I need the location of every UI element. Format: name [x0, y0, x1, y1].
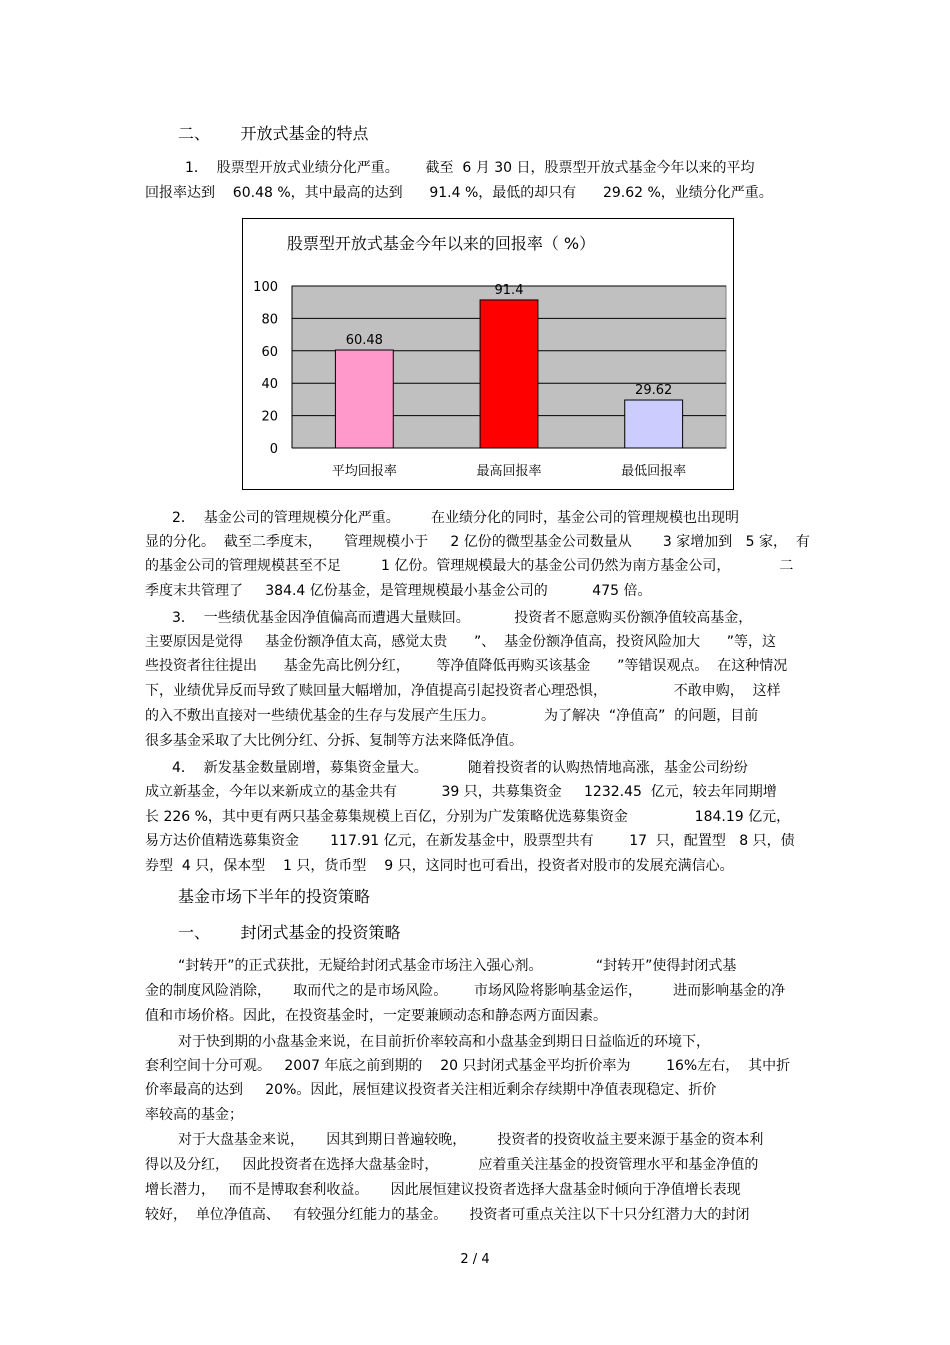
- heading-strategy: 基金市场下半年的投资策略: [178, 887, 371, 906]
- paragraph-5-line: 值和市场价格。因此，在投资基金时，一定要兼顾动态和静态两方面因素。: [145, 1008, 607, 1024]
- paragraph-6-line: 价率最高的达到 20%。因此，展恒建议投资者关注相近剩余存续期中净值表现稳定、折价: [145, 1082, 717, 1098]
- paragraph-3-line: 些投资者往往提出 基金先高比例分红， 等净值降低再购买该基金 ”等错误观点。 在这种情况: [145, 658, 788, 674]
- paragraph-2-line: 显的分化。 截至二季度末， 管理规模小于 2 亿份的微型基金公司数量从 3 家增加到 5 家， 有: [145, 534, 810, 550]
- paragraph-5-line: “封转开”的正式获批，无疑给封闭式基金市场注入强心剂。 “封转开”使得封闭式基: [178, 958, 737, 974]
- y-tick-label: 20: [261, 409, 278, 425]
- data-label: 60.48: [345, 333, 383, 349]
- paragraph-3-line: 很多基金采取了大比例分红、分拆、复制等方法来降低净值。: [145, 733, 523, 749]
- paragraph-2-line: 的基金公司的管理规模甚至不足 1 亿份。管理规模最大的基金公司仍然为南方基金公司， 二: [145, 558, 794, 574]
- section-heading-features: 二、 开放式基金的特点: [178, 124, 369, 143]
- paragraph-6-line: 套利空间十分可观。 2007 年底之前到期的 20 只封闭式基金平均折价率为 16%左右， 其中折: [145, 1058, 791, 1074]
- bar: [625, 400, 683, 448]
- paragraph-1-line: 回报率达到 60.48 %，其中最高的达到 91.4 %，最低的却只有 29.62 %，业绩分化严重。: [145, 185, 773, 201]
- data-label: 29.62: [635, 383, 673, 399]
- paragraph-4-line: 4． 新发基金数量剧增，募集资金量大。 随着投资者的认购热情地高涨，基金公司纷纷: [172, 760, 748, 776]
- paragraph-3-line: 的入不敷出直接对一些绩优基金的生存与发展产生压力。 为了解决 “净值高” 的问题，目前: [145, 708, 759, 724]
- paragraph-7-line: 较好， 单位净值高、 有较强分红能力的基金。 投资者可重点关注以下十只分红潜力大的封闭: [145, 1207, 750, 1223]
- y-tick-label: 60: [261, 344, 278, 360]
- chart-title: 股票型开放式基金今年以来的回报率（ %）: [286, 234, 596, 253]
- returns-chart-frame: [242, 218, 734, 490]
- paragraph-6-line: 率较高的基金；: [145, 1107, 243, 1123]
- y-tick-label: 100: [253, 280, 278, 295]
- paragraph-3-line: 3． 一些绩优基金因净值偏高而遭遇大量赎回。 投资者不愿意购买份额净值较高基金，: [172, 610, 753, 626]
- paragraph-7-line: 得以及分红， 因此投资者在选择大盘基金时， 应着重关注基金的投资管理水平和基金净值的: [145, 1157, 759, 1173]
- x-tick-label: 最低回报率: [621, 464, 687, 479]
- paragraph-7-line: 增长潜力， 而不是博取套利收益。 因此展恒建议投资者选择大盘基金时倾向于净值增长表现: [145, 1182, 741, 1198]
- paragraph-4-line: 易方达价值精选募集资金 117.91 亿元，在新发基金中，股票型共有 17 只，配置型 8 只，债: [145, 833, 795, 849]
- bar: [335, 350, 393, 448]
- paragraph-4-line: 成立新基金，今年以来新成立的基金共有 39 只，共募集资金 1232.45 亿元，较去年同期增: [145, 784, 777, 800]
- y-tick-label: 40: [261, 377, 278, 393]
- x-tick-label: 最高回报率: [476, 464, 542, 479]
- paragraph-2-line: 2． 基金公司的管理规模分化严重。 在业绩分化的同时，基金公司的管理规模也出现明: [172, 510, 739, 526]
- paragraph-4-line: 券型 4 只，保本型 1 只，货币型 9 只，这同时也可看出，投资者对股市的发展充满信心。: [145, 858, 734, 874]
- paragraph-2-line: 季度末共管理了 384.4 亿份基金，是管理规模最小基金公司的 475 倍。: [145, 583, 652, 599]
- heading-closed-end-strategy: 一、 封闭式基金的投资策略: [178, 923, 401, 942]
- paragraph-6-line: 对于快到期的小盘基金来说，在目前折价率较高和小盘基金到期日日益临近的环境下，: [178, 1034, 710, 1050]
- paragraph-1-line: 1． 股票型开放式业绩分化严重。 截至 6 月 30 日，股票型开放式基金今年以来的平均: [185, 160, 755, 176]
- paragraph-3-line: 主要原因是觉得 基金份额净值太高，感觉太贵 ”、 基金份额净值高，投资风险加大 ”等，这: [145, 634, 777, 650]
- paragraph-4-line: 长 226 %，其中更有两只基金募集规模上百亿，分别为广发策略优选募集资金 184.19 亿元，: [145, 809, 791, 825]
- paragraph-3-line: 下，业绩优异反而导致了赎回量大幅增加，净值提高引起投资者心理恐惧， 不敢申购， 这样: [145, 683, 781, 699]
- bar: [480, 300, 538, 448]
- paragraph-5-line: 金的制度风险消除， 取而代之的是市场风险。 市场风险将影响基金运作， 进而影响基金的净: [145, 983, 786, 999]
- x-tick-label: 平均回报率: [331, 464, 397, 479]
- data-label: 91.4: [494, 282, 524, 298]
- y-tick-label: 0: [269, 442, 278, 457]
- paragraph-7-line: 对于大盘基金来说， 因其到期日普遍较晚， 投资者的投资收益主要来源于基金的资本利: [178, 1132, 764, 1148]
- y-tick-label: 80: [261, 312, 278, 328]
- page-number: 2 / 4: [460, 1252, 490, 1267]
- returns-bar-chart: [243, 219, 733, 489]
